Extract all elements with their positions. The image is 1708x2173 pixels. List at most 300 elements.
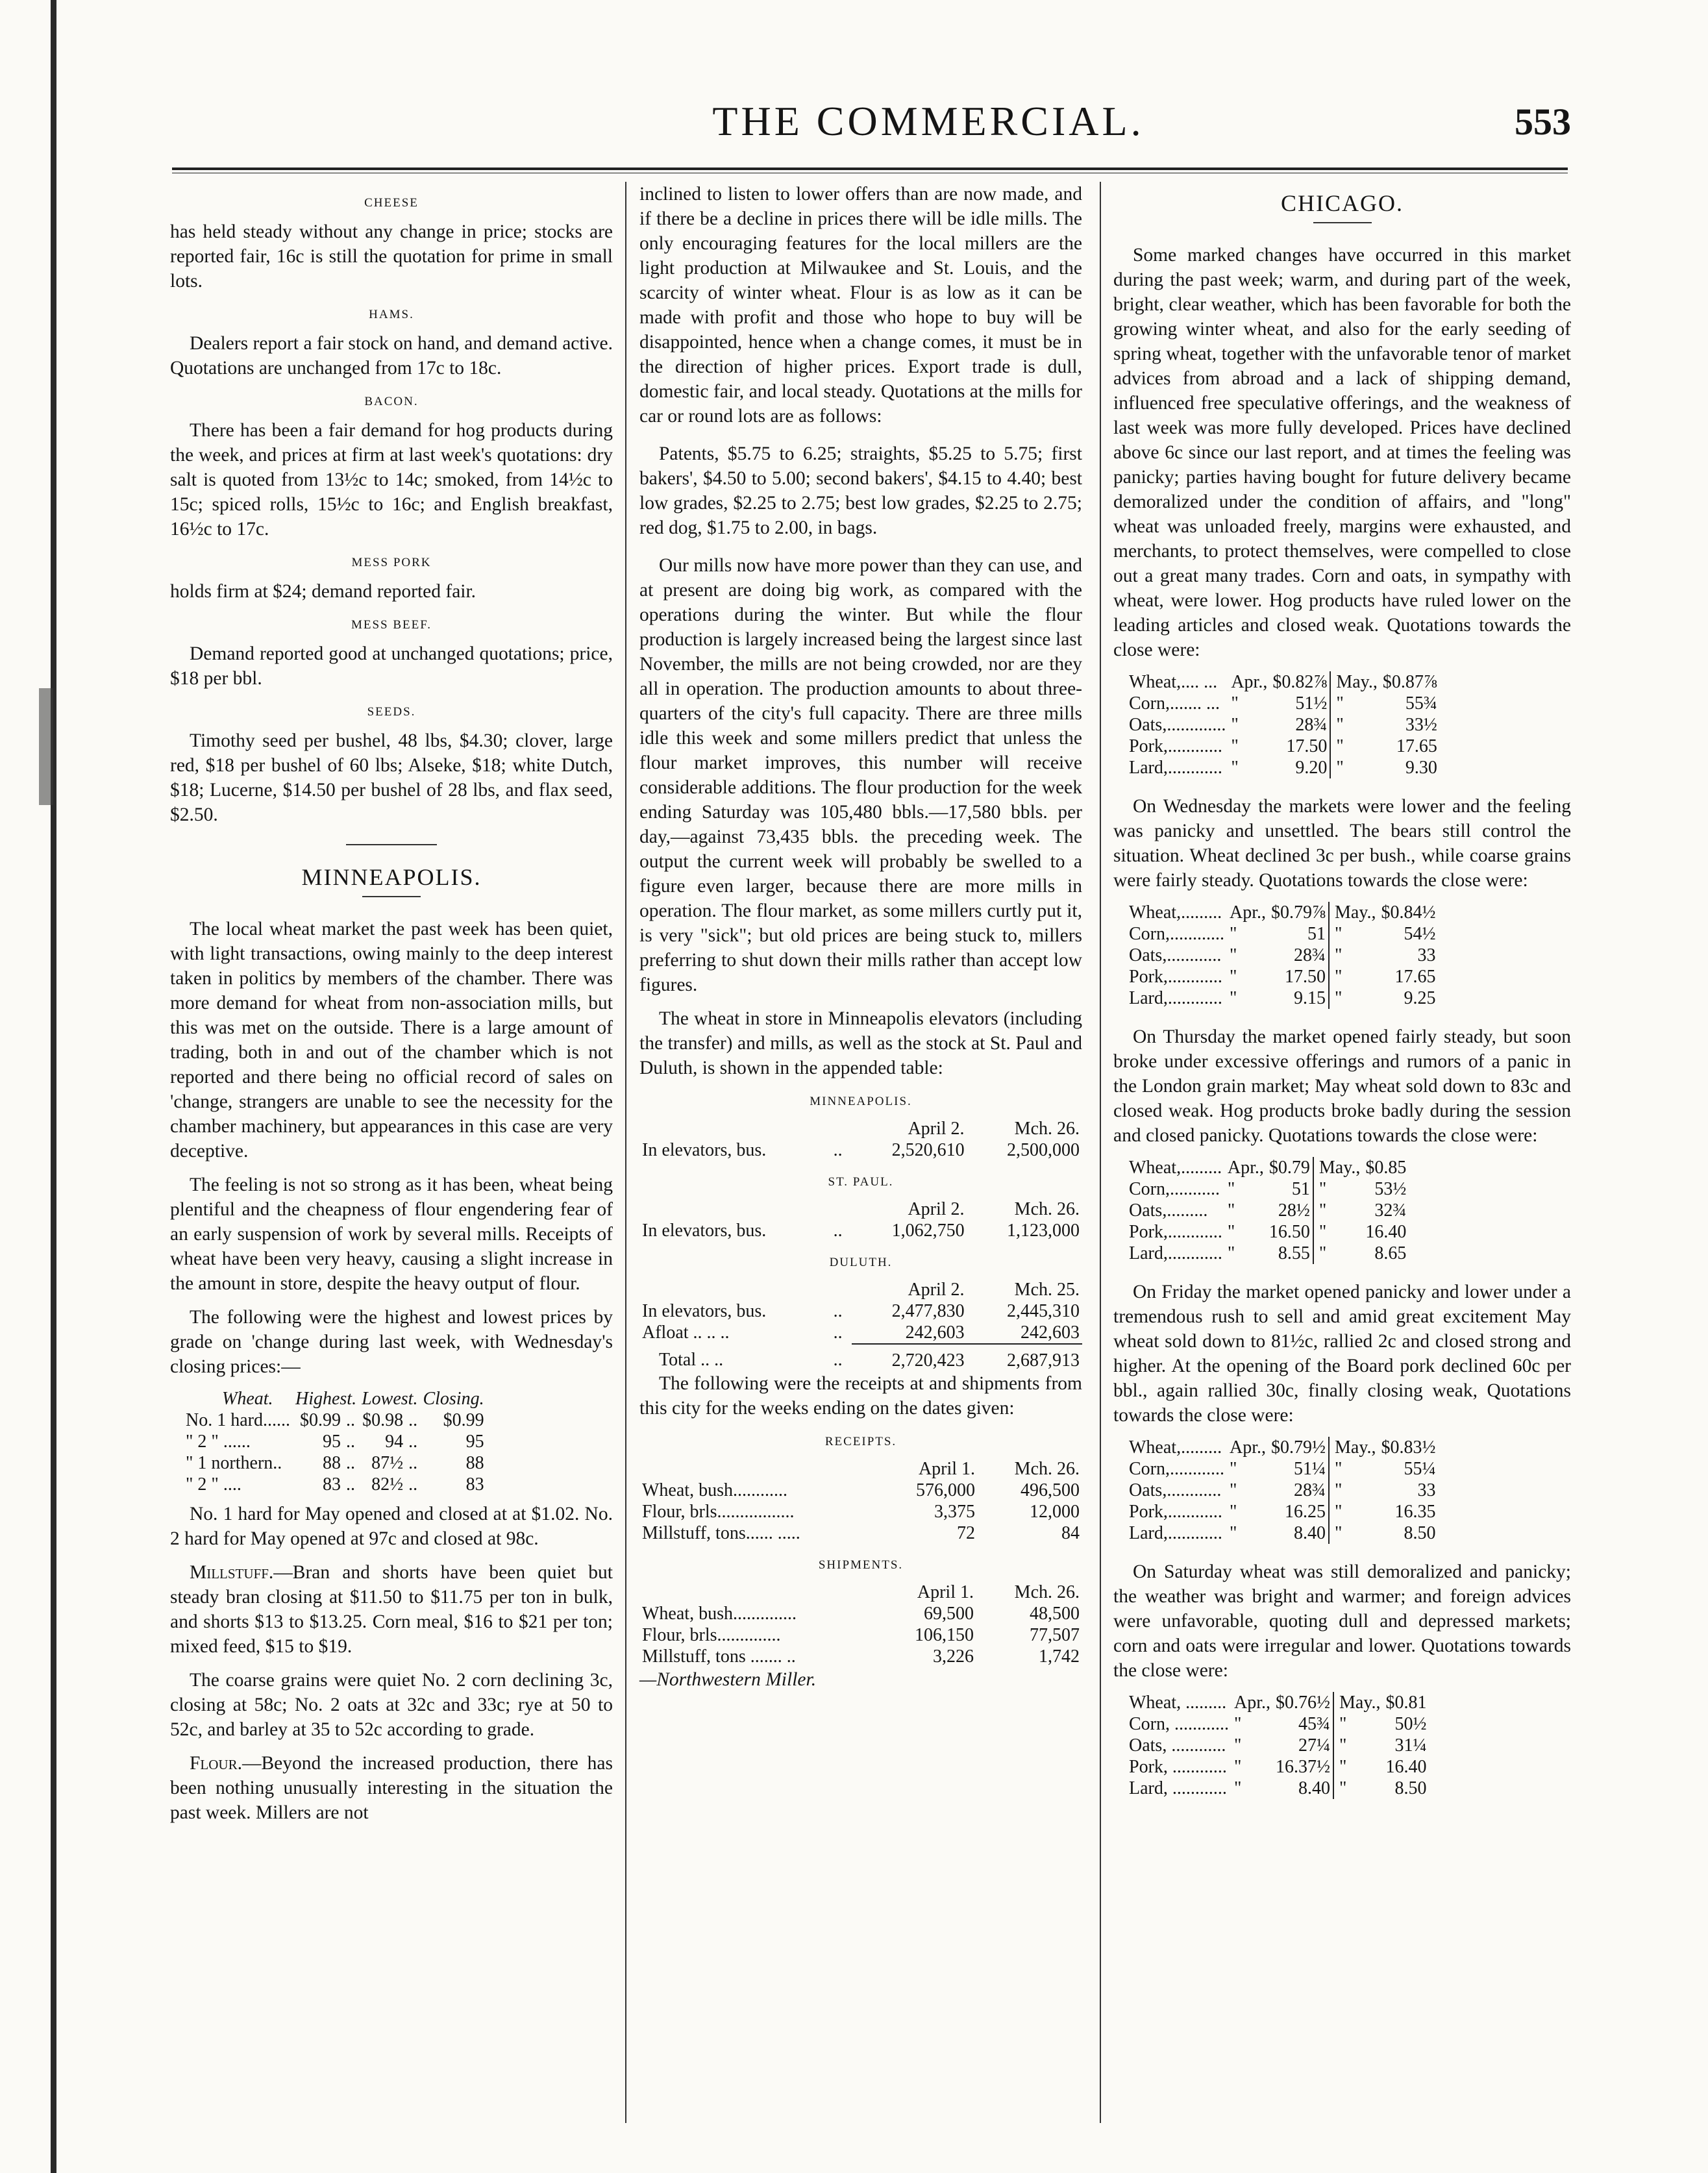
table-cell: 8.40 xyxy=(1298,1778,1330,1798)
table-cell: " xyxy=(1329,1522,1379,1544)
table-row xyxy=(1126,671,1440,693)
table-row xyxy=(639,1220,1082,1241)
heading-rule xyxy=(362,896,421,897)
section-heading-bacon: BACON. xyxy=(364,395,419,408)
run-in-heading: Flour. xyxy=(190,1753,242,1774)
table-cell: .. xyxy=(833,1301,843,1321)
table-cell: 28¾ xyxy=(1294,945,1326,965)
table-cell: Millstuff, tons...... ..... xyxy=(642,1523,800,1543)
table-header: April 1. xyxy=(917,1582,974,1602)
quotation-table xyxy=(1126,1692,1430,1799)
paragraph-seeds: Timothy seed per bushel, 48 lbs, $4.30; clover, large red, $18 per bushel of 60 lbs; Alseke, $18; white Dutch, $18; Lucerne, $14.50 per bushel of 28 lbs, and flax seed, $2.50. xyxy=(170,730,613,825)
table-cell: Wheat, bush.............. xyxy=(642,1604,797,1624)
table-cell: Pork,............ xyxy=(1129,1502,1222,1522)
table-cell: In elevators, bus. xyxy=(642,1301,767,1321)
paragraph: The following were the highest and lowest prices by grade on 'change during last week, with Wednesday's closing prices:— xyxy=(170,1307,613,1377)
table-cell: 576,000 xyxy=(916,1480,976,1500)
table-cell: In elevators, bus. xyxy=(642,1140,767,1160)
table-cell: " 2 " ...... xyxy=(186,1432,251,1452)
shipments-table xyxy=(639,1582,1082,1667)
table-cell: " xyxy=(1227,1200,1235,1221)
table-cell: Corn,............ xyxy=(1129,1459,1224,1479)
table-cell: 77,507 xyxy=(1030,1625,1080,1645)
table-cell: 27¼ xyxy=(1298,1735,1330,1756)
table-cell: May., xyxy=(1329,902,1379,923)
table-cell: .. xyxy=(408,1474,418,1495)
table-cell: 2,445,310 xyxy=(1007,1301,1080,1321)
table-header: April 2. xyxy=(908,1199,965,1219)
table-cell: 83 xyxy=(465,1474,484,1495)
table-cell: " 1 northern.. xyxy=(186,1453,282,1473)
table-cell: " xyxy=(1333,1778,1383,1799)
paragraph-flour-prices: Patents, $5.75 to 6.25; straights, $5.25 to 5.75; first bakers', $4.50 to 5.00; second bakers', $4.15 to 4.40; best low grades, $2.25 to 2.75; best low grades, $2.25 to 2.75; red dog, $1.75 to 2.00, in bags. xyxy=(639,443,1082,538)
paragraph: No. 1 hard for May opened and closed at at $1.02. No. 2 hard for May opened at 97c and closed at 98c. xyxy=(170,1504,613,1549)
table-row xyxy=(1126,1458,1439,1480)
table-cell: 45¾ xyxy=(1298,1714,1330,1734)
table-cell: 87½ xyxy=(371,1453,404,1473)
table-cell: 33 xyxy=(1417,1480,1436,1500)
table-cell: " xyxy=(1313,1243,1363,1264)
table-cell: In elevators, bus. xyxy=(642,1221,767,1241)
table-cell: " xyxy=(1230,1480,1237,1500)
st-paul-stock-table xyxy=(639,1198,1082,1241)
table-cell: .. xyxy=(345,1474,355,1495)
table-row xyxy=(1126,1522,1439,1544)
table-header: April 2. xyxy=(908,1119,965,1139)
table-cell: 9.25 xyxy=(1404,988,1436,1008)
table-cell: Lard, ............ xyxy=(1129,1778,1227,1798)
table-cell: Oats, ............ xyxy=(1129,1735,1226,1756)
table-cell: $0.87⅞ xyxy=(1382,672,1437,692)
section-divider xyxy=(346,844,437,845)
table-row xyxy=(183,1431,487,1452)
table-cell: " xyxy=(1313,1221,1363,1243)
table-cell: " xyxy=(1227,1179,1235,1199)
table-cell: 16.37½ xyxy=(1276,1757,1330,1777)
table-cell: Apr., xyxy=(1230,902,1266,923)
table-cell: 16.25 xyxy=(1285,1502,1326,1522)
table-cell: .. xyxy=(833,1221,843,1241)
table-row xyxy=(183,1452,487,1474)
table-cell: " xyxy=(1230,967,1237,987)
table-heading-shipments: SHIPMENTS. xyxy=(818,1558,904,1572)
table-cell: Corn, ............ xyxy=(1129,1714,1229,1734)
table-cell: Wheat,......... xyxy=(1129,902,1222,923)
table-cell: " xyxy=(1329,987,1379,1009)
paragraph: The following were the receipts at and shipments from this city for the weeks ending on the dates given: xyxy=(639,1373,1082,1419)
table-cell: " xyxy=(1230,1459,1237,1479)
table-header: April 2. xyxy=(908,1280,965,1300)
quotation-table xyxy=(1126,902,1439,1009)
table-cell: 8.55 xyxy=(1278,1243,1310,1263)
table-cell: 16.40 xyxy=(1365,1222,1407,1242)
paragraph-mess-pork: holds firm at $24; demand reported fair. xyxy=(170,581,477,602)
table-cell: Wheat,......... xyxy=(1129,1437,1222,1458)
table-cell: 28¾ xyxy=(1294,1480,1326,1500)
table-cell: 53½ xyxy=(1374,1179,1407,1199)
table-row xyxy=(639,1522,1082,1544)
table-cell: " xyxy=(1329,1480,1379,1501)
table-cell: " xyxy=(1230,1502,1237,1522)
table-cell: .. xyxy=(408,1432,418,1452)
table-cell: 94 xyxy=(385,1432,404,1452)
table-cell: Corn,............ xyxy=(1129,924,1224,944)
paragraph: Our mills now have more power than they can use, and at present are doing big work, as compared with the operations during the winter. But while the flour production is largely increased being the largest since last November, the mills are not being crowded, nor are they all in operation. The production amounts to about three-quarters of the city's full capacity. There are three mills idle this week and some millers predict that unless the flour market improves, this number will receive considerable additions. The flour production for the week ending Saturday was 105,480 bbls.—17,580 bbls. per day,—against 73,435 bbls. the preceding week. The output the current week will probably be swelled to a figure even larger, because there are more mills in operation. The flour market, as some millers curtly put it, is very "sick"; but old prices are being stuck to, millers preferring to shut down their mills rather than accept low figures. xyxy=(639,555,1082,995)
table-row xyxy=(1126,1480,1439,1501)
table-cell: Apr., xyxy=(1231,672,1268,692)
table-cell: " xyxy=(1313,1200,1363,1221)
table-cell: 88 xyxy=(322,1453,341,1473)
table-cell: 17.50 xyxy=(1285,967,1326,987)
table-cell: " xyxy=(1227,1243,1235,1263)
duluth-stock-table xyxy=(639,1279,1082,1371)
table-cell: $0.85 xyxy=(1365,1158,1407,1178)
table-cell: 1,062,750 xyxy=(891,1221,965,1241)
table-cell: $0.99 xyxy=(443,1410,484,1430)
table-cell: $0.84½ xyxy=(1381,902,1436,923)
table-heading-minneapolis: MINNEAPOLIS. xyxy=(810,1095,912,1108)
table-row xyxy=(1126,1501,1439,1522)
table-cell: Pork, ............ xyxy=(1129,1757,1227,1777)
table-cell: 82½ xyxy=(371,1474,404,1495)
table-cell: 242,603 xyxy=(967,1322,1082,1344)
table-heading-duluth: DULUTH. xyxy=(829,1256,893,1269)
table-cell: " xyxy=(1230,924,1237,944)
table-cell: " xyxy=(1329,1501,1379,1522)
section-heading-chicago: CHICAGO. xyxy=(1280,190,1404,216)
heading-rule xyxy=(1313,222,1372,223)
table-cell: 48,500 xyxy=(1030,1604,1080,1624)
table-cell: " xyxy=(1234,1778,1242,1798)
table-row xyxy=(1126,1756,1430,1778)
paragraph: The local wheat market the past week has been quiet, with light transactions, owing mainly to the deep interest taken in politics by members of the chamber. There was more demand for wheat from non-association mills, but this was met on the outside. There is a large amount of trading, both in and out of the chamber which is not reported and there being no official record of sales on 'change, strangers are unable to see the necessity for the chamber machinery, but appearances in this case are very deceptive. xyxy=(170,919,613,1161)
table-cell: Flour, brls................. xyxy=(642,1502,795,1522)
column-2 xyxy=(639,182,1082,1692)
paragraph: inclined to listen to lower offers than are now made, and if there be a decline in prices there will be idle mills. The only encouraging features for the local millers are the light production at Milwaukee and St. Louis, and the scarcity of winter wheat. Flour is as low as it can be made with profit and those who hope to buy will be disappointed, hence when a change comes, it must be in the direction of higher prices. Export trade is dull, domestic fair, and local steady. Quotations at the mills for car or round lots are as follows: xyxy=(639,184,1082,427)
quotation-table xyxy=(1126,1437,1439,1544)
table-cell: Oats,............ xyxy=(1129,1480,1222,1500)
paragraph-bacon: There has been a fair demand for hog products during the week, and prices at firm at last week's quotations: dry salt is quoted from 13½c to 14c; smoked, from 14½c to 15c; spiced rolls, 15½c to 16c; and English breakfast, 16½c to 17c. xyxy=(170,420,613,540)
paragraph-text: —Bran and shorts have been quiet but steady bran closing at $11.50 to $11.75 per ton in bulk, and shorts $13 to $13.25. Corn meal, $16 to $21 per ton; mixed feed, $15 to $19. xyxy=(170,1562,613,1657)
table-row xyxy=(1126,923,1439,945)
table-cell: Wheat, bush............ xyxy=(642,1480,787,1500)
table-cell: " xyxy=(1330,736,1380,757)
table-cell: 88 xyxy=(465,1453,484,1473)
table-row xyxy=(1126,1778,1430,1799)
table-row xyxy=(183,1474,487,1495)
paragraph-millstuff xyxy=(170,1560,613,1659)
table-row xyxy=(639,1480,1082,1501)
header-rule xyxy=(172,168,1568,170)
table-row xyxy=(183,1409,487,1431)
table-cell: 16.50 xyxy=(1269,1222,1310,1242)
table-cell: " xyxy=(1329,1458,1379,1480)
quotation-table xyxy=(1126,671,1440,778)
table-cell: Oats,............ xyxy=(1129,945,1222,965)
run-in-heading: Millstuff. xyxy=(190,1562,274,1583)
paragraph-flour xyxy=(170,1751,613,1825)
table-row xyxy=(1126,1178,1409,1200)
paragraph: The coarse grains were quiet No. 2 corn declining 3c, closing at 58c; No. 2 oats at 32c and 33c; rye at 50 to 52c, and barley at 35 to 52c according to grade. xyxy=(170,1670,613,1740)
table-header: Mch. 26. xyxy=(1014,1199,1080,1219)
table-cell: " xyxy=(1330,714,1380,736)
section-heading-mess-pork: MESS PORK xyxy=(351,556,432,569)
table-cell: 8.65 xyxy=(1374,1243,1407,1263)
table-cell: $0.83½ xyxy=(1381,1437,1436,1458)
table-cell: 51¼ xyxy=(1294,1459,1326,1479)
paragraph: On Thursday the market opened fairly steady, but soon broke under excessive offerings and rumors of a panic in the London grain market; May wheat sold down to 83c and closed weak. Hog products broke badly during the session and closed panicky. Quotations towards the close were: xyxy=(1113,1026,1571,1146)
table-row xyxy=(639,1300,1082,1322)
column-1 xyxy=(170,182,613,1834)
table-cell: Lard,............ xyxy=(1129,758,1222,778)
table-row xyxy=(1126,1692,1430,1713)
table-cell: 51½ xyxy=(1295,693,1328,714)
table-cell: 95 xyxy=(322,1432,341,1452)
table-cell: 242,603 xyxy=(852,1322,967,1344)
table-cell: .. xyxy=(345,1432,355,1452)
table-cell: 72 xyxy=(957,1523,976,1543)
table-header: Mch. 26. xyxy=(1014,1582,1080,1602)
table-cell: .. xyxy=(833,1322,843,1343)
table-cell: Apr., xyxy=(1234,1693,1270,1713)
table-cell: " xyxy=(1333,1756,1383,1778)
table-cell: " xyxy=(1230,1523,1237,1543)
table-row xyxy=(639,1603,1082,1624)
table-row xyxy=(639,1501,1082,1522)
table-cell: " xyxy=(1333,1735,1383,1756)
table-cell: $0.99 xyxy=(299,1410,341,1430)
table-cell: $0.79 xyxy=(1269,1158,1310,1178)
table-cell: 106,150 xyxy=(915,1625,974,1645)
table-cell: " xyxy=(1313,1178,1363,1200)
masthead: THE COMMERCIAL. xyxy=(712,98,1145,144)
table-row xyxy=(1126,1221,1409,1243)
table-cell: Oats,......... xyxy=(1129,1200,1208,1221)
table-row xyxy=(1126,736,1440,757)
table-cell: " xyxy=(1234,1757,1242,1777)
table-cell: Lard,............ xyxy=(1129,1243,1222,1263)
column-divider xyxy=(625,182,626,2123)
table-row xyxy=(639,1624,1082,1646)
table-cell: $0.79½ xyxy=(1271,1437,1326,1458)
table-cell: 12,000 xyxy=(1030,1502,1080,1522)
table-cell: 50½ xyxy=(1394,1714,1427,1734)
table-cell: " 2 " .... xyxy=(186,1474,241,1495)
section-heading-hams: HAMS. xyxy=(369,308,414,321)
paragraph: On Saturday wheat was still demoralized and panicky; the weather was bright and warmer; and foreign advices were unfavorable, quoting dull and depressed markets; corn and oats were irregular and lower. Quotations towards the close were: xyxy=(1113,1561,1571,1681)
table-cell: 9.15 xyxy=(1294,988,1326,1008)
scan-edge xyxy=(51,0,56,2173)
table-cell: " xyxy=(1231,715,1239,735)
table-cell: 2,477,830 xyxy=(891,1301,965,1321)
table-cell: 8.40 xyxy=(1294,1523,1326,1543)
table-cell: 55¾ xyxy=(1405,693,1437,714)
paragraph: On Friday the market opened panicky and lower under a tremendous rush to sell and amid great excitement May wheat sold down to 81½c, rallied 2c and closed strong and higher. At the opening of the Board pork declined 60c per bbl., again rallied 30c, finally closing weak, Quotations towards the close were: xyxy=(1113,1282,1571,1426)
table-cell: 2,687,913 xyxy=(1007,1350,1080,1371)
table-cell: .. xyxy=(345,1453,355,1473)
table-cell: " xyxy=(1230,988,1237,1008)
table-cell: 28¾ xyxy=(1295,715,1328,735)
table-row xyxy=(639,1139,1082,1161)
page-number: 553 xyxy=(1515,101,1571,143)
table-cell: Lard,............ xyxy=(1129,988,1222,1008)
table-cell: 17.65 xyxy=(1396,736,1437,756)
table-cell: Lard,............ xyxy=(1129,1523,1222,1543)
table-cell: May., xyxy=(1313,1157,1363,1178)
section-heading-cheese: CHEESE xyxy=(364,196,419,210)
table-cell: 3,375 xyxy=(934,1502,976,1522)
table-cell: Corn,....... ... xyxy=(1129,693,1220,714)
table-row xyxy=(1126,1157,1409,1178)
paragraph-text: —Beyond the increased production, there has been nothing unusually interesting in the situation the past week. Millers are not xyxy=(170,1753,613,1823)
table-header: Highest. xyxy=(295,1389,357,1409)
table-cell: 16.40 xyxy=(1385,1757,1427,1777)
table-row xyxy=(1126,1243,1409,1264)
table-cell: Pork,............ xyxy=(1129,736,1222,756)
section-heading-seeds: SEEDS. xyxy=(367,705,416,719)
table-cell: 28½ xyxy=(1278,1200,1310,1221)
table-header: Wheat. xyxy=(222,1389,273,1409)
paragraph-cheese: has held steady without any change in price; stocks are reported fair, 16c is still the quotation for prime in small lots. xyxy=(170,221,613,292)
table-row xyxy=(1126,987,1439,1009)
table-cell: Total .. .. xyxy=(659,1350,724,1370)
table-cell: Wheat,.... ... xyxy=(1129,672,1218,692)
scan-edge-smudge xyxy=(39,688,53,805)
paragraph-mess-beef: Demand reported good at unchanged quotations; price, $18 per bbl. xyxy=(170,643,613,689)
table-cell: 51 xyxy=(1307,924,1326,944)
table-cell: Pork,............ xyxy=(1129,967,1222,987)
table-cell: Corn,........... xyxy=(1129,1179,1220,1199)
page-header xyxy=(169,97,1571,156)
table-cell: " xyxy=(1330,757,1380,778)
table-cell: " xyxy=(1330,693,1380,714)
table-cell: May., xyxy=(1329,1437,1379,1458)
table-cell: Flour, brls.............. xyxy=(642,1625,781,1645)
column-divider xyxy=(1100,182,1101,2123)
table-header: April 1. xyxy=(918,1459,976,1479)
table-row xyxy=(639,1646,1082,1667)
table-cell: .. xyxy=(833,1350,843,1370)
table-cell: " xyxy=(1230,945,1237,965)
table-cell: .. xyxy=(345,1410,355,1430)
table-cell: 54½ xyxy=(1404,924,1436,944)
table-cell: 9.20 xyxy=(1295,758,1328,778)
table-cell: Apr., xyxy=(1230,1437,1266,1458)
table-cell: $0.76½ xyxy=(1276,1693,1330,1713)
table-row xyxy=(1126,1713,1430,1735)
table-cell: 83 xyxy=(322,1474,341,1495)
table-row xyxy=(1126,1437,1439,1458)
table-cell: 33½ xyxy=(1405,715,1437,735)
table-row xyxy=(1126,1735,1430,1756)
table-cell: " xyxy=(1234,1714,1242,1734)
table-cell: 69,500 xyxy=(924,1604,974,1624)
table-cell: " xyxy=(1227,1222,1235,1242)
table-cell: .. xyxy=(408,1410,418,1430)
table-row xyxy=(639,1322,1082,1344)
table-cell: 2,500,000 xyxy=(1007,1140,1080,1160)
table-row xyxy=(1126,693,1440,714)
paragraph: On Wednesday the markets were lower and the feeling was panicky and unsettled. The bears still control the situation. Wheat declined 3c per bush., while coarse grains were fairly steady. Quotations towards the close were: xyxy=(1113,796,1571,891)
table-cell: 17.65 xyxy=(1394,967,1436,987)
grade-price-table xyxy=(183,1388,487,1495)
paragraph-hams: Dealers report a fair stock on hand, and demand active. Quotations are unchanged from 17c to 18c. xyxy=(170,333,613,379)
table-cell: 55¼ xyxy=(1404,1459,1436,1479)
table-cell: 31¼ xyxy=(1394,1735,1427,1756)
table-cell: 9.30 xyxy=(1405,758,1437,778)
table-header: Lowest. xyxy=(362,1389,418,1409)
table-header: Mch. 26. xyxy=(1014,1119,1080,1139)
table-heading-st-paul: ST. PAUL. xyxy=(828,1175,894,1189)
section-heading-mess-beef: MESS BEEF. xyxy=(351,618,432,632)
table-cell: " xyxy=(1231,693,1239,714)
table-cell: $0.79⅞ xyxy=(1271,902,1326,923)
table-cell: 17.50 xyxy=(1286,736,1328,756)
table-cell: Oats,............. xyxy=(1129,715,1226,735)
table-cell: " xyxy=(1333,1713,1383,1735)
table-cell: $0.98 xyxy=(362,1410,404,1430)
table-row xyxy=(1126,966,1439,987)
paragraph: Some marked changes have occurred in this market during the past week; warm, and during part of the week, bright, clear weather, which has been favorable for both the growing winter wheat, and also for the early seeding of spring wheat, together with the unfavorable tenor of market advices from abroad and a lack of shipping demand, influenced free speculative offerings, and the weakness of last week was more fully developed. Prices have declined above 6c since our last report, and at times the feeling was panicky; parties having bought for future delivery became demoralized under the condition of affairs, and "long" wheat was unloaded freely, margins were exhausted, and merchants, to protect themselves, were compelled to close out a great many trades. Corn and oats, in sympathy with wheat, were lower. Hog products have ruled lower on the leading articles and closed weak. Quotations towards the close were: xyxy=(1113,245,1571,660)
table-cell: " xyxy=(1231,758,1239,778)
table-cell: 8.50 xyxy=(1394,1778,1427,1798)
minneapolis-stock-table xyxy=(639,1118,1082,1161)
table-cell: No. 1 hard...... xyxy=(186,1410,290,1430)
table-cell: " xyxy=(1329,923,1379,945)
table-cell: 3,226 xyxy=(933,1646,974,1667)
table-cell: Pork,............ xyxy=(1129,1222,1222,1242)
table-header: Mch. 25. xyxy=(1014,1280,1080,1300)
table-cell: " xyxy=(1329,966,1379,987)
quotation-table xyxy=(1126,1157,1409,1264)
table-cell: Wheat,......... xyxy=(1129,1158,1222,1178)
table-row xyxy=(1126,714,1440,736)
paragraph: The feeling is not so strong as it has been, wheat being plentiful and the cheapness of flour engendering fear of an early suspension of work by several mills. Receipts of wheat have been very heavy, causing a slight increase in the amount in store, despite the heavy output of flour. xyxy=(170,1174,613,1294)
table-cell: Afloat .. .. .. xyxy=(642,1322,730,1343)
table-cell: 2,720,423 xyxy=(891,1350,965,1371)
table-cell: $0.81 xyxy=(1385,1693,1427,1713)
table-row xyxy=(1126,902,1439,923)
table-cell: Wheat, ......... xyxy=(1129,1693,1227,1713)
table-cell: 1,742 xyxy=(1039,1646,1080,1667)
table-cell: 1,123,000 xyxy=(1007,1221,1080,1241)
table-cell: 95 xyxy=(465,1432,484,1452)
receipts-table xyxy=(639,1458,1082,1544)
table-cell: " xyxy=(1234,1735,1242,1756)
table-cell: " xyxy=(1329,945,1379,966)
table-row xyxy=(1126,1200,1409,1221)
source-signature: —Northwestern Miller. xyxy=(639,1669,817,1690)
table-cell: Millstuff, tons ....... .. xyxy=(642,1646,796,1667)
table-row xyxy=(1126,945,1439,966)
table-cell: $0.82⅞ xyxy=(1272,672,1328,692)
table-cell: 84 xyxy=(1061,1523,1080,1543)
column-3 xyxy=(1113,182,1571,1799)
table-cell: 32¾ xyxy=(1374,1200,1407,1221)
table-header: Mch. 26. xyxy=(1014,1459,1080,1479)
table-cell: " xyxy=(1231,736,1239,756)
table-cell: .. xyxy=(408,1453,418,1473)
table-cell: 8.50 xyxy=(1404,1523,1436,1543)
table-cell: 33 xyxy=(1417,945,1436,965)
table-cell: May., xyxy=(1333,1692,1383,1713)
table-header: Closing. xyxy=(423,1389,484,1409)
table-cell: 2,520,610 xyxy=(891,1140,965,1160)
table-cell: May., xyxy=(1330,671,1380,693)
table-row xyxy=(1126,757,1440,778)
table-row-total xyxy=(639,1344,1082,1371)
table-cell: 16.35 xyxy=(1394,1502,1436,1522)
